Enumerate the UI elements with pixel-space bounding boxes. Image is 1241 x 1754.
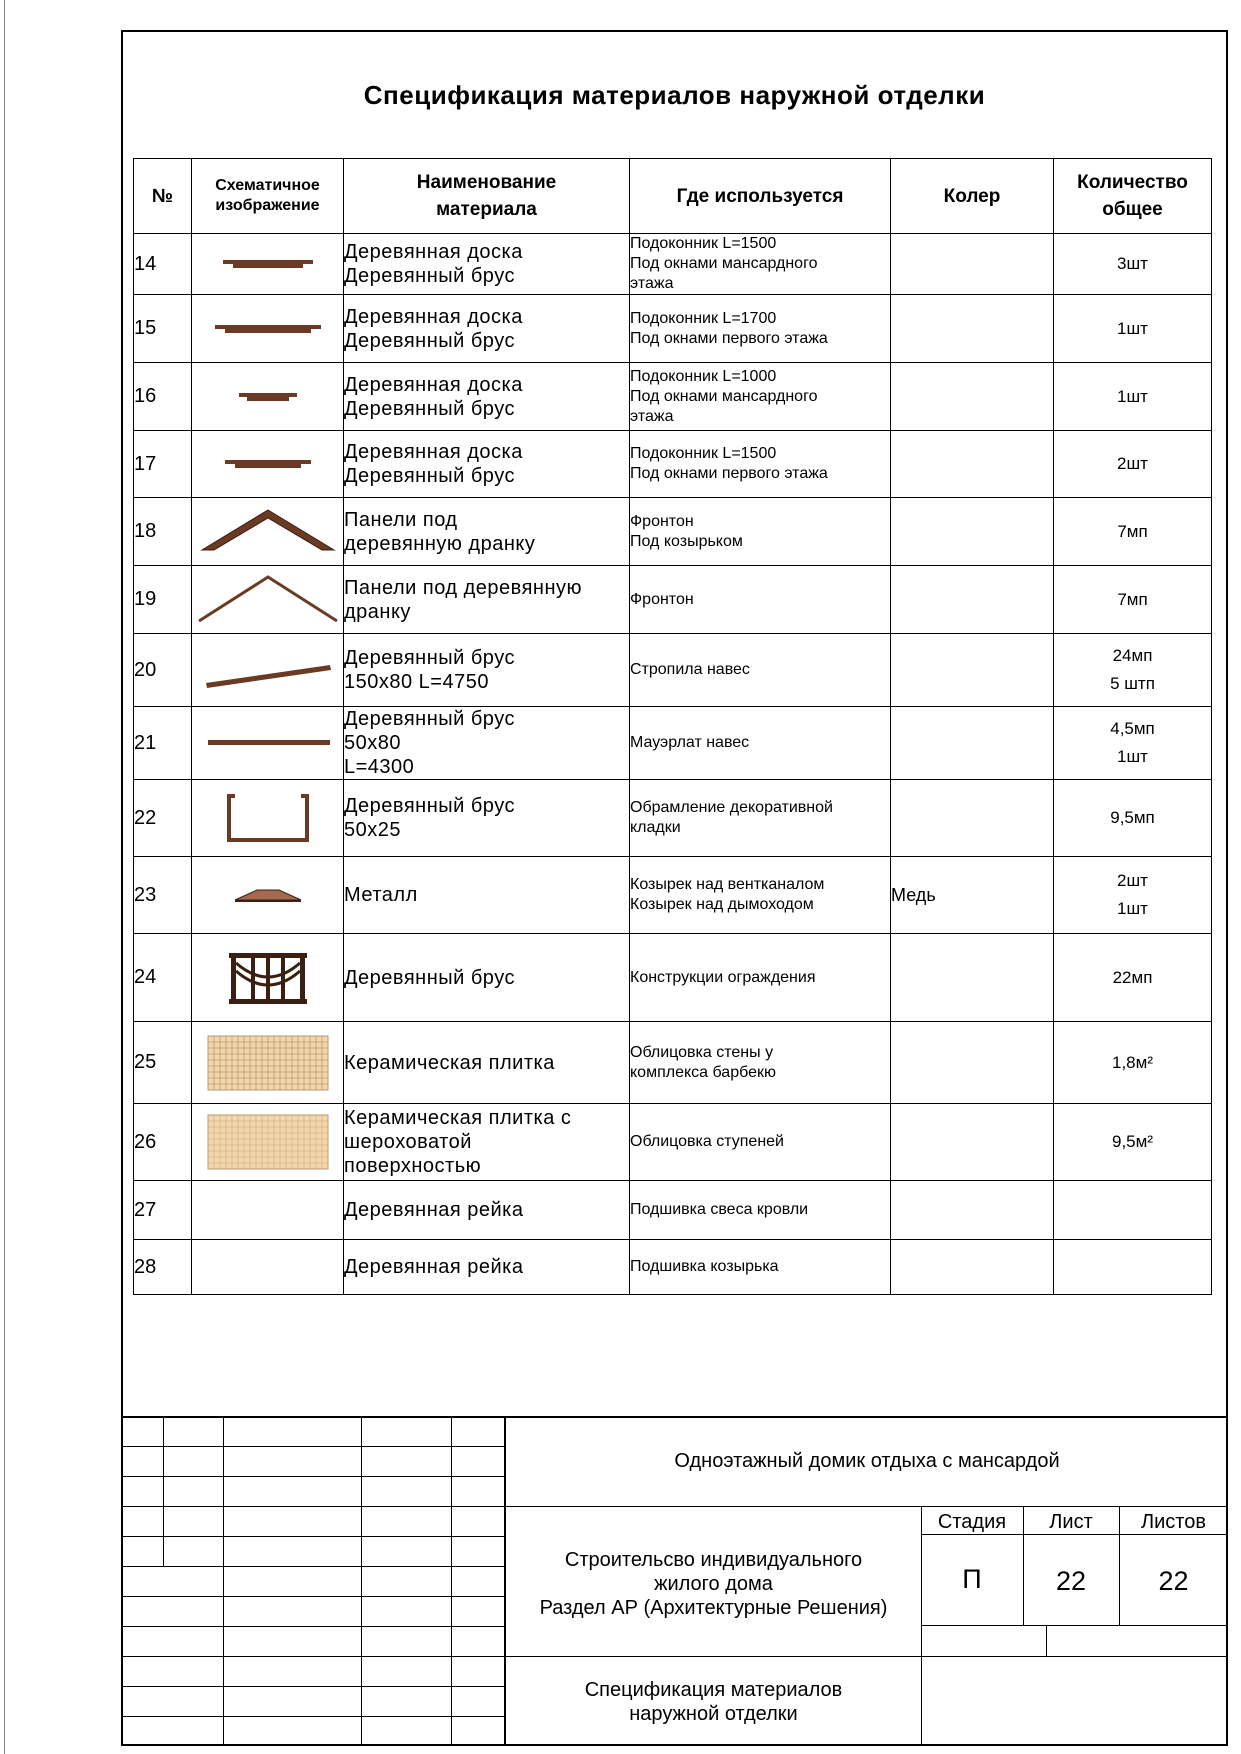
- rafter-icon: [198, 650, 338, 690]
- row-number: 25: [134, 1022, 192, 1104]
- sill-1700-icon: [203, 304, 333, 354]
- row-color: Медь: [891, 857, 1054, 934]
- table-row: [134, 431, 1212, 498]
- row-material-name: Деревянный брус 50x80 L=4300: [344, 707, 630, 780]
- row-usage: Подоконник L=1000 Под окнами мансардного этажа: [630, 363, 891, 431]
- row-image: [192, 363, 344, 431]
- table-row: [134, 234, 1212, 295]
- row-material-name: Деревянный брус: [344, 934, 630, 1022]
- header-color: Колер: [891, 159, 1054, 234]
- table-row: [134, 1022, 1212, 1104]
- table-row: [134, 780, 1212, 857]
- sill-1500-icon: [203, 239, 333, 289]
- header-row: [134, 159, 1212, 234]
- row-image: [192, 295, 344, 363]
- row-material-name: Деревянный брус 50x25: [344, 780, 630, 857]
- tile-rough-icon: [207, 1114, 329, 1170]
- row-material-name: Деревянная рейка: [344, 1181, 630, 1240]
- row-quantity: 1,8м²: [1054, 1022, 1212, 1104]
- row-material-name: Панели под деревянную дранку: [344, 498, 630, 566]
- row-image: [192, 780, 344, 857]
- row-image: [192, 431, 344, 498]
- row-quantity: [1054, 1181, 1212, 1240]
- row-quantity: 22мп: [1054, 934, 1212, 1022]
- row-quantity: 2шт: [1054, 431, 1212, 498]
- row-number: 14: [134, 234, 192, 295]
- row-usage: Подшивка козырька: [630, 1240, 891, 1295]
- spec-table: [133, 158, 1212, 1295]
- table-row: [134, 1240, 1212, 1295]
- table-row: [134, 295, 1212, 363]
- row-material-name: Керамическая плитка с шероховатой поверхностью: [344, 1104, 630, 1181]
- row-image: [192, 1240, 344, 1295]
- row-quantity: 7мп: [1054, 566, 1212, 634]
- beam-icon: [198, 733, 338, 753]
- sheet-value: 22: [1055, 1566, 1087, 1596]
- row-material-name: Панели под деревянную дранку: [344, 566, 630, 634]
- row-image: [192, 1104, 344, 1181]
- table-row: [134, 1104, 1212, 1181]
- stage-value: П: [962, 1564, 982, 1594]
- row-color: [891, 566, 1054, 634]
- page-title: Спецификация материалов наружной отделки: [363, 80, 986, 110]
- row-usage: Облицовка стены у комплекса барбекю: [630, 1022, 891, 1104]
- row-material-name: Деревянная доска Деревянный брус: [344, 234, 630, 295]
- row-image: [192, 857, 344, 934]
- row-usage: Конструкции ограждения: [630, 934, 891, 1022]
- row-usage: Подшивка свеса кровли: [630, 1181, 891, 1240]
- header-use: Где используется: [630, 159, 891, 234]
- sheets-value: 22: [1158, 1566, 1189, 1596]
- header-image: Схематичное изображение: [192, 159, 344, 234]
- frame-bracket-icon: [223, 790, 313, 846]
- table-row: [134, 857, 1212, 934]
- row-usage: Подоконник L=1500 Под окнами мансардного этажа: [630, 234, 891, 295]
- table-row: [134, 566, 1212, 634]
- row-image: [192, 498, 344, 566]
- tile-grid-icon: [207, 1035, 329, 1091]
- row-color: [891, 498, 1054, 566]
- row-image: [192, 707, 344, 780]
- row-color: [891, 1240, 1054, 1295]
- sheet-label: Лист: [1049, 1511, 1093, 1533]
- row-number: 15: [134, 295, 192, 363]
- stage-label: Стадия: [937, 1511, 1007, 1533]
- header-num: №: [134, 159, 192, 234]
- section-title: Строительсво индивидуального жилого дома Раздел АР (Архитектурные Решения): [539, 1549, 888, 1619]
- row-color: [891, 431, 1054, 498]
- table-row: [134, 634, 1212, 707]
- row-color: [891, 1022, 1054, 1104]
- row-color: [891, 780, 1054, 857]
- row-quantity: 9,5мп: [1054, 780, 1212, 857]
- row-color: [891, 234, 1054, 295]
- row-number: 18: [134, 498, 192, 566]
- page-edge-line: [4, 0, 5, 1754]
- row-number: 19: [134, 566, 192, 634]
- row-usage: Козырек над вентканалом Козырек над дымоходом: [630, 857, 891, 934]
- row-color: [891, 934, 1054, 1022]
- row-image: [192, 1181, 344, 1240]
- row-color: [891, 707, 1054, 780]
- row-material-name: Керамическая плитка: [344, 1022, 630, 1104]
- row-number: 23: [134, 857, 192, 934]
- sill-1000-icon: [203, 372, 333, 422]
- row-color: [891, 1104, 1054, 1181]
- row-usage: Фронтон: [630, 566, 891, 634]
- sheets-label: Листов: [1141, 1511, 1206, 1533]
- row-number: 17: [134, 431, 192, 498]
- row-number: 21: [134, 707, 192, 780]
- gable-line-icon: [195, 573, 341, 627]
- row-quantity: 1шт: [1054, 295, 1212, 363]
- railing-icon: [223, 947, 313, 1009]
- row-usage: Подоконник L=1700 Под окнами первого этажа: [630, 295, 891, 363]
- row-image: [192, 1022, 344, 1104]
- row-quantity: 2шт 1шт: [1054, 857, 1212, 934]
- row-quantity: 1шт: [1054, 363, 1212, 431]
- sill-1500b-icon: [203, 439, 333, 489]
- row-number: 28: [134, 1240, 192, 1295]
- row-usage: Мауэрлат навес: [630, 707, 891, 780]
- table-row: [134, 707, 1212, 780]
- row-image: [192, 934, 344, 1022]
- row-color: [891, 634, 1054, 707]
- row-material-name: Деревянная доска Деревянный брус: [344, 431, 630, 498]
- table-row: [134, 934, 1212, 1022]
- row-material-name: Деревянная доска Деревянный брус: [344, 363, 630, 431]
- row-color: [891, 363, 1054, 431]
- title-block: [121, 1416, 1228, 1746]
- row-quantity: 24мп 5 штп: [1054, 634, 1212, 707]
- row-usage: Стропила навес: [630, 634, 891, 707]
- table-row: [134, 1181, 1212, 1240]
- row-material-name: Деревянная доска Деревянный брус: [344, 295, 630, 363]
- row-number: 27: [134, 1181, 192, 1240]
- row-color: [891, 295, 1054, 363]
- row-image: [192, 566, 344, 634]
- header-qty: Количество общее: [1054, 159, 1212, 234]
- row-number: 22: [134, 780, 192, 857]
- drawing-title: Спецификация материалов наружной отделки: [584, 1679, 843, 1725]
- row-usage: Облицовка ступеней: [630, 1104, 891, 1181]
- row-color: [891, 1181, 1054, 1240]
- gable-panel-icon: [198, 506, 338, 558]
- table-row: [134, 363, 1212, 431]
- metal-cap-icon: [223, 884, 313, 906]
- row-quantity: 3шт: [1054, 234, 1212, 295]
- row-number: 16: [134, 363, 192, 431]
- row-quantity: 7мп: [1054, 498, 1212, 566]
- row-image: [192, 634, 344, 707]
- row-quantity: 9,5м²: [1054, 1104, 1212, 1181]
- row-material-name: Деревянная рейка: [344, 1240, 630, 1295]
- row-quantity: 4,5мп 1шт: [1054, 707, 1212, 780]
- row-image: [192, 234, 344, 295]
- project-name: Одноэтажный домик отдыха с мансардой: [674, 1450, 1060, 1472]
- row-usage: Обрамление декоративной кладки: [630, 780, 891, 857]
- row-material-name: Деревянный брус 150x80 L=4750: [344, 634, 630, 707]
- row-usage: Фронтон Под козырьком: [630, 498, 891, 566]
- row-number: 24: [134, 934, 192, 1022]
- row-quantity: [1054, 1240, 1212, 1295]
- table-row: [134, 498, 1212, 566]
- row-number: 20: [134, 634, 192, 707]
- row-number: 26: [134, 1104, 192, 1181]
- row-usage: Подоконник L=1500 Под окнами первого этажа: [630, 431, 891, 498]
- row-material-name: Металл: [344, 857, 630, 934]
- header-name: Наименование материала: [344, 159, 630, 234]
